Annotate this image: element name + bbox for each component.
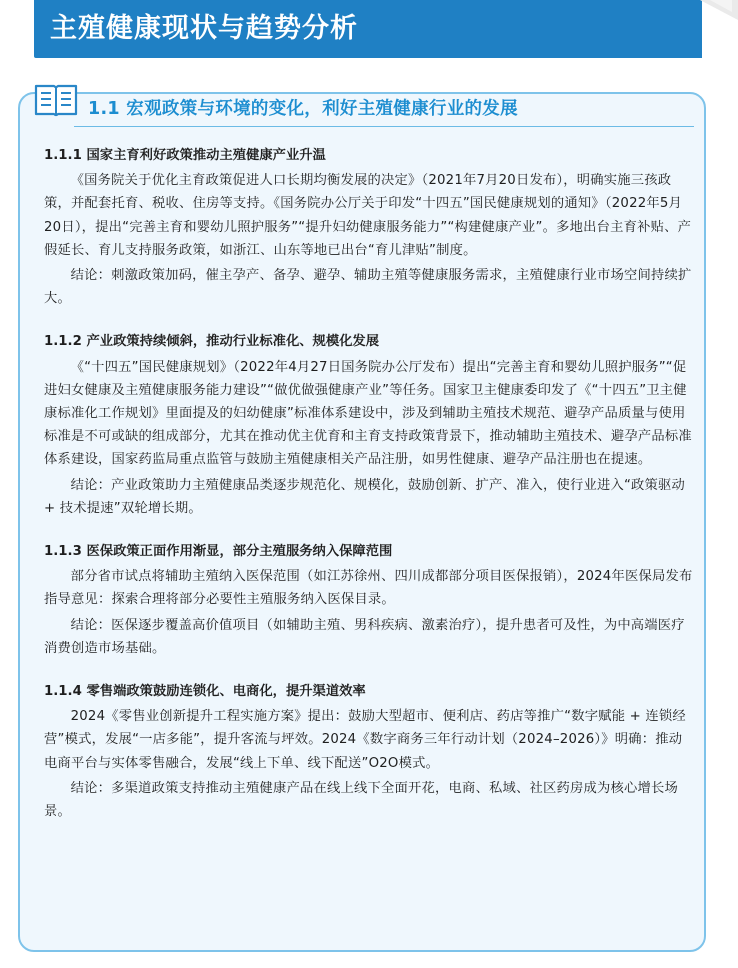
subsection xyxy=(44,680,694,823)
subsection xyxy=(44,144,694,310)
paragraph: 《“十四五”国民健康规划》（2022年4月27日国务院办公厅发布）提出“完善主育和婴幼儿照护服务”“促进妇女健康及主殖健康服务能力建设”“做优做强健康产业”等任务。国家卫主健康委印发了《“十四五”卫主健康标准化工作规划》里面提及的妇幼健康”标准体系建设中，涉及到辅助主殖技术规范、避孕产品质量与使用标准是不可或缺的组成部分，尤其在推动优主优育和主育支持政策背景下，推动辅助主殖技术、避孕产品标准体系建设，国家药监局重点监管与鼓励主殖健康相关产品注册，如男性健康、避孕产品注册也在提速。 xyxy=(44,359,692,468)
paragraph: 2024《零售业创新提升工程实施方案》提出：鼓励大型超市、便利店、药店等推广“数字赋能 + 连锁经营”模式，发展“一店多能”，提升客流与坪效。2024《数字商务三年行动计划（2024–2026）》明确：推动电商平台与实体零售融合，发展“线上下单、线下配送”O2O模式。 xyxy=(44,709,686,771)
subsection-heading: 1.1.1 国家主育利好政策推动主殖健康产业升温 xyxy=(44,148,326,163)
conclusion-paragraph: 结论：医保逐步覆盖高价值项目（如辅助主殖、男科疾病、激素治疗），提升患者可及性，为中高端医疗消费创造市场基础。 xyxy=(44,617,685,656)
conclusion-paragraph: 结论：多渠道政策支持推动主殖健康产品在线上线下全面开花，电商、私域、社区药房成为核心增长场景。 xyxy=(44,780,678,820)
subsection xyxy=(44,540,694,660)
subsection xyxy=(44,330,694,520)
paragraph: 《国务院关于优化主育政策促进人口长期均衡发展的决定》（2021年7月20日发布），明确实施三孩政策，并配套托育、税收、住房等支持。《国务院办公厅关于印发“十四五”国民健康规划的通知》（2022年5月20日），提出“完善主育和婴幼儿照护服务”“提升妇幼健康服务能力”“构建健康产业”。多地出台主育补贴、产假延长、育儿支持服务政策，如浙江、山东等地已出台“育儿津贴”制度。 xyxy=(44,173,692,258)
paragraph: 部分省市试点将辅助主殖纳入医保范围（如江苏徐州、四川成都部分项目医保报销），2024年医保局发布指导意见：探索合理将部分必要性主殖服务纳入医保目录。 xyxy=(44,569,693,608)
conclusion-paragraph: 结论：产业政策助力主殖健康品类逐步规范化、规模化，鼓励创新、扩产、准入，使行业进入“政策驱动 + 技术提速”双轮增长期。 xyxy=(44,477,686,516)
book-icon xyxy=(32,80,80,120)
section-title-underline xyxy=(74,126,694,127)
subsection-heading: 1.1.2 产业政策持续倾斜，推动行业标准化、规模化发展 xyxy=(44,334,380,350)
subsection-heading: 1.1.4 零售端政策鼓励连锁化、电商化，提升渠道效率 xyxy=(44,684,366,700)
conclusion-paragraph: 结论：刺激政策加码，催主孕产、备孕、避孕、辅助主殖等健康服务需求，主殖健康行业市场空间持续扩大。 xyxy=(44,268,692,307)
page-title: 主殖健康现状与趋势分析 xyxy=(50,13,358,44)
subsection-heading: 1.1.3 医保政策正面作用渐显，部分主殖服务纳入保障范围 xyxy=(44,544,393,560)
article-body xyxy=(44,144,694,823)
section-title: 1.1 宏观政策与环境的变化，利好主殖健康行业的发展 xyxy=(88,99,518,119)
